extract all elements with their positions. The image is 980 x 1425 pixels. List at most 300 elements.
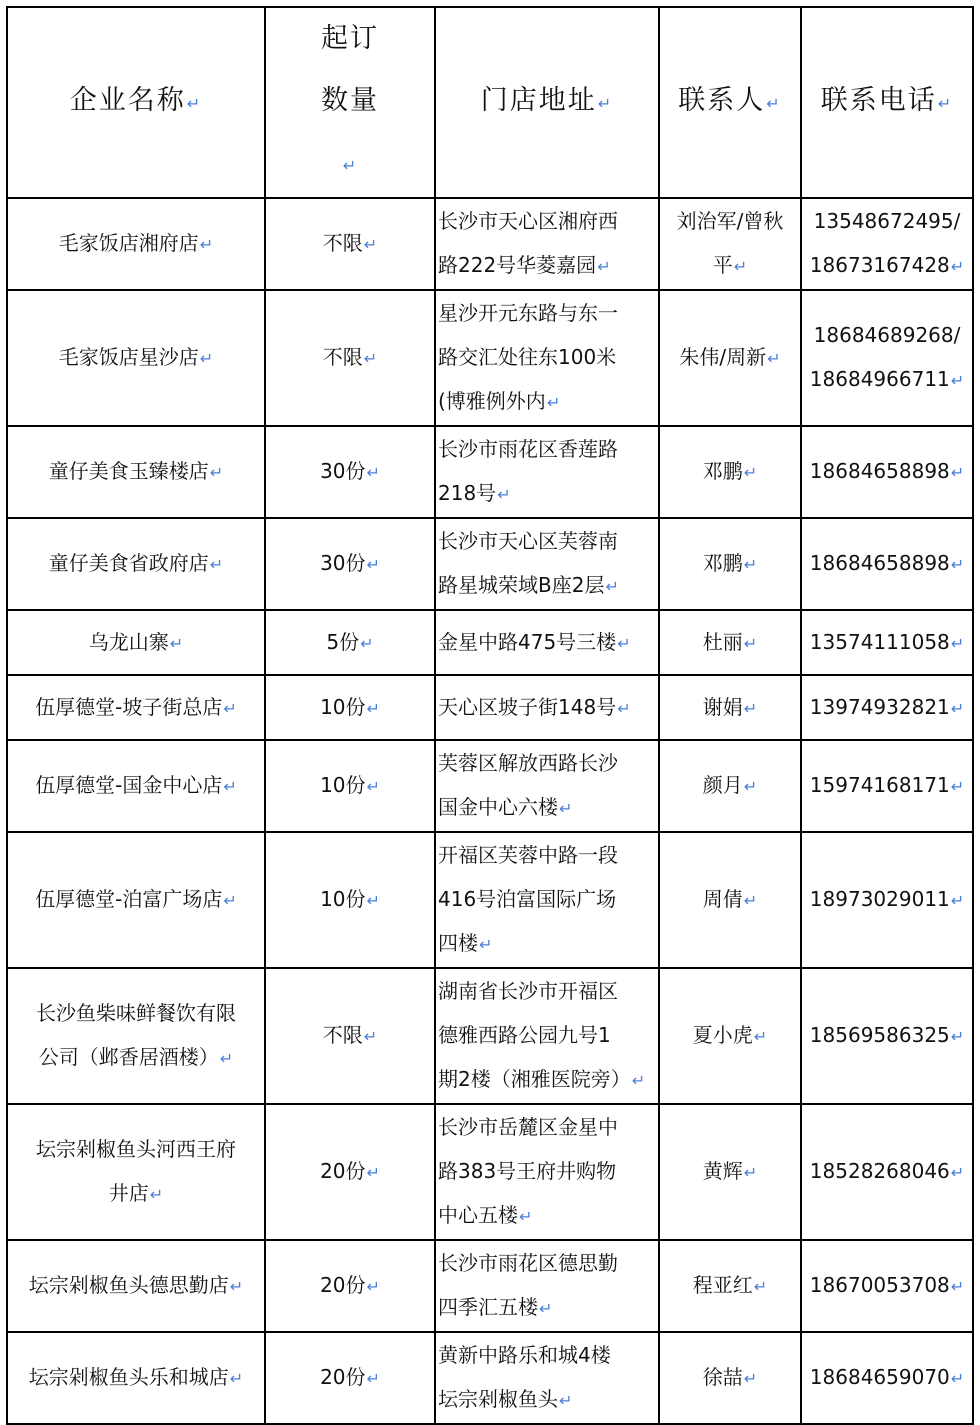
paragraph-mark-icon: ↵ [743, 633, 758, 653]
cell-contact [659, 1332, 801, 1424]
cell-phone [801, 740, 973, 832]
cell-name [7, 968, 265, 1104]
cell-address [435, 290, 659, 426]
cell-text: 伍厚德堂-国金中心店 [35, 773, 223, 797]
table-row [7, 1104, 973, 1240]
cell-line [438, 1333, 656, 1377]
cell-text: 湖南省长沙市开福区 [438, 979, 618, 1003]
cell-line [804, 357, 970, 403]
cell-contact [659, 610, 801, 675]
cell-line [10, 221, 262, 267]
cell-contact [659, 1240, 801, 1332]
cell-text: 联系人 [678, 85, 766, 116]
cell-text: 周倩 [702, 887, 743, 911]
paragraph-mark-icon: ↵ [937, 94, 954, 113]
cell-line [438, 785, 656, 831]
cell-line [10, 449, 262, 495]
table-row [7, 832, 973, 968]
cell-line [438, 969, 656, 1013]
cell-line [438, 1105, 656, 1149]
header-row [7, 7, 973, 198]
paragraph-mark-icon: ↵ [209, 555, 224, 574]
cell-text: 天心区坡子街148号 [438, 694, 617, 719]
cell-line [662, 1263, 798, 1309]
paragraph-mark-icon: ↵ [605, 577, 619, 596]
cell-line [268, 1013, 432, 1059]
cell-qty [265, 518, 435, 610]
cell-text: 星沙开元东路与东一 [438, 301, 618, 325]
cell-line [438, 471, 656, 517]
cell-line [10, 1263, 262, 1309]
cell-address [435, 675, 659, 740]
cell-line [268, 1355, 432, 1401]
paragraph-mark-icon: ↵ [753, 1277, 768, 1296]
paragraph-mark-icon: ↵ [950, 1277, 965, 1296]
paragraph-mark-icon: ↵ [366, 555, 380, 574]
cell-text: 路星城荣域B座2层 [438, 573, 605, 597]
cell-text: 坛宗剁椒鱼头德思勤店 [28, 1273, 229, 1297]
cell-text: 国金中心六楼 [438, 795, 558, 819]
paragraph-mark-icon: ↵ [186, 94, 203, 113]
restaurant-table [6, 6, 974, 1425]
cell-text: 黄辉 [702, 1159, 743, 1183]
cell-phone [801, 1104, 973, 1240]
cell-line [268, 877, 432, 923]
cell-line [10, 1127, 262, 1171]
cell-text: 乌龙山寨 [88, 629, 169, 654]
cell-line [662, 877, 798, 923]
cell-text: 芙蓉区解放西路长沙 [438, 751, 618, 775]
cell-phone [801, 1332, 973, 1424]
cell-line [804, 313, 970, 357]
paragraph-mark-icon: ↵ [733, 257, 748, 276]
cell-qty [265, 198, 435, 290]
cell-text: 德雅西路公园九号1 [438, 1023, 611, 1047]
cell-text: 18670053708 [809, 1273, 950, 1297]
cell-text: 长沙市雨花区德思勤 [438, 1251, 618, 1275]
cell-text: 不限 [322, 1023, 363, 1047]
cell-qty [265, 426, 435, 518]
cell-line [662, 763, 798, 809]
cell-address [435, 198, 659, 290]
cell-text: 不限 [322, 231, 363, 255]
cell-text: 10份 [320, 694, 366, 719]
paragraph-mark-icon: ↵ [360, 633, 374, 653]
cell-text: 公司（邺香居酒楼） [38, 1045, 219, 1069]
cell-contact [659, 426, 801, 518]
cell-address [435, 610, 659, 675]
cell-line [10, 1171, 262, 1217]
cell-line [268, 8, 432, 70]
cell-line [438, 685, 656, 731]
paragraph-mark-icon: ↵ [950, 777, 965, 796]
paragraph-mark-icon: ↵ [743, 463, 758, 482]
paragraph-mark-icon: ↵ [223, 698, 237, 718]
paragraph-mark-icon: ↵ [366, 698, 380, 718]
cell-name [7, 1332, 265, 1424]
cell-line [662, 541, 798, 587]
cell-address [435, 740, 659, 832]
cell-text: 坛宗剁椒鱼头 [438, 1387, 558, 1411]
cell-text: 程亚红 [692, 1273, 753, 1297]
paragraph-mark-icon: ↵ [363, 235, 378, 254]
cell-line [438, 1285, 656, 1331]
cell-line [804, 620, 970, 666]
cell-text: 伍厚德堂-泊富广场店 [35, 887, 223, 911]
cell-text: 路222号华菱嘉园 [438, 253, 597, 277]
cell-line [438, 620, 656, 666]
cell-line [662, 199, 798, 243]
table-row [7, 290, 973, 426]
cell-text: 开福区芙蓉中路一段 [438, 843, 618, 867]
cell-line [438, 70, 656, 135]
paragraph-mark-icon: ↵ [743, 698, 758, 718]
cell-line [804, 199, 970, 243]
cell-text: 谢娟 [702, 694, 743, 719]
cell-name [7, 426, 265, 518]
cell-line [804, 70, 970, 135]
cell-line [438, 379, 656, 425]
cell-text: 长沙市天心区湘府西 [438, 209, 618, 233]
header-name [7, 7, 265, 198]
cell-line [804, 541, 970, 587]
cell-line [804, 1355, 970, 1401]
cell-line [438, 563, 656, 609]
cell-qty [265, 968, 435, 1104]
cell-line [804, 877, 970, 923]
header-qty [265, 7, 435, 198]
cell-text: 路交汇处往东100米 [438, 345, 617, 369]
paragraph-mark-icon: ↵ [617, 698, 631, 718]
cell-line [662, 335, 798, 381]
cell-text: (博雅例外内 [438, 389, 546, 413]
cell-text: 四楼 [438, 931, 478, 955]
cell-text: 18569586325 [809, 1023, 950, 1047]
cell-text: 长沙市岳麓区金星中 [438, 1115, 618, 1139]
paragraph-mark-icon: ↵ [223, 777, 237, 796]
table-row [7, 610, 973, 675]
cell-line [438, 1241, 656, 1285]
cell-line [438, 291, 656, 335]
paragraph-mark-icon: ↵ [229, 1369, 244, 1388]
cell-line [438, 877, 656, 921]
paragraph-mark-icon: ↵ [950, 633, 965, 653]
paragraph-mark-icon: ↵ [199, 349, 214, 368]
cell-text: 18528268046 [809, 1159, 950, 1183]
cell-qty [265, 675, 435, 740]
cell-text: 18673167428 [809, 253, 950, 277]
cell-phone [801, 968, 973, 1104]
cell-text: 30份 [320, 459, 366, 483]
table-row [7, 740, 973, 832]
paragraph-mark-icon: ↵ [366, 777, 380, 796]
paragraph-mark-icon: ↵ [366, 1277, 380, 1296]
cell-line [268, 1149, 432, 1195]
cell-text: 门店地址 [480, 85, 597, 116]
cell-line [662, 70, 798, 135]
paragraph-mark-icon: ↵ [366, 1163, 380, 1182]
cell-text: 13974932821 [809, 694, 950, 719]
cell-qty [265, 610, 435, 675]
cell-line [804, 1149, 970, 1195]
cell-line [438, 833, 656, 877]
cell-line [438, 1057, 656, 1103]
cell-line [804, 1263, 970, 1309]
cell-address [435, 426, 659, 518]
cell-text: 20份 [320, 1365, 366, 1389]
paragraph-mark-icon: ↵ [950, 1027, 965, 1046]
cell-line [438, 1377, 656, 1423]
cell-line [662, 449, 798, 495]
cell-text: 20份 [320, 1273, 366, 1297]
cell-text: 长沙市雨花区香莲路 [438, 437, 618, 461]
cell-line [662, 1013, 798, 1059]
paragraph-mark-icon: ↵ [559, 1391, 573, 1410]
paragraph-mark-icon: ↵ [363, 1027, 378, 1046]
cell-line [10, 70, 262, 135]
cell-text: 伍厚德堂-坡子街总店 [35, 694, 223, 719]
cell-name [7, 198, 265, 290]
cell-line [268, 70, 432, 132]
cell-text: 218号 [438, 481, 497, 505]
cell-text: 四季汇五楼 [438, 1295, 538, 1319]
paragraph-mark-icon: ↵ [743, 891, 758, 910]
cell-line [10, 1035, 262, 1081]
cell-qty [265, 832, 435, 968]
cell-line [268, 541, 432, 587]
cell-phone [801, 198, 973, 290]
paragraph-mark-icon: ↵ [767, 349, 781, 368]
cell-address [435, 1104, 659, 1240]
paragraph-mark-icon: ↵ [950, 891, 965, 910]
cell-line [438, 427, 656, 471]
cell-phone [801, 675, 973, 740]
paragraph-mark-icon: ↵ [366, 463, 380, 482]
paragraph-mark-icon: ↵ [223, 891, 237, 910]
cell-text: 杜丽 [702, 629, 743, 654]
cell-line [268, 620, 432, 666]
cell-line [268, 1263, 432, 1309]
cell-text: 15974168171 [809, 773, 950, 797]
cell-text: 颜月 [702, 773, 743, 797]
cell-text: 黄新中路乐和城4楼 [438, 1343, 611, 1367]
cell-line [438, 519, 656, 563]
cell-phone [801, 290, 973, 426]
table-row [7, 198, 973, 290]
cell-address [435, 1332, 659, 1424]
cell-name [7, 740, 265, 832]
cell-line [804, 685, 970, 731]
cell-line [438, 199, 656, 243]
cell-phone [801, 518, 973, 610]
cell-text: 30份 [320, 551, 366, 575]
paragraph-mark-icon: ↵ [366, 891, 380, 910]
cell-name [7, 1104, 265, 1240]
cell-text: 18684689268/ [813, 323, 961, 347]
paragraph-mark-icon: ↵ [617, 633, 631, 653]
cell-line [662, 1355, 798, 1401]
cell-text: 起订 [321, 23, 379, 54]
cell-qty [265, 1240, 435, 1332]
cell-text: 数量 [321, 85, 379, 116]
cell-contact [659, 290, 801, 426]
cell-name [7, 832, 265, 968]
paragraph-mark-icon: ↵ [950, 463, 965, 482]
paragraph-mark-icon: ↵ [479, 935, 493, 954]
paragraph-mark-icon: ↵ [199, 235, 214, 254]
cell-qty [265, 740, 435, 832]
cell-contact [659, 968, 801, 1104]
cell-line [268, 685, 432, 731]
paragraph-mark-icon: ↵ [743, 555, 758, 574]
paragraph-mark-icon: ↵ [743, 777, 758, 796]
cell-address [435, 1240, 659, 1332]
paragraph-mark-icon: ↵ [559, 799, 573, 818]
cell-line [268, 221, 432, 267]
paragraph-mark-icon: ↵ [743, 1369, 758, 1388]
cell-name [7, 290, 265, 426]
paragraph-mark-icon: ↵ [519, 1207, 533, 1226]
cell-text: 18684658898 [809, 551, 950, 575]
cell-phone [801, 1240, 973, 1332]
cell-line [10, 877, 262, 923]
cell-text: 长沙市天心区芙蓉南 [438, 529, 618, 553]
paragraph-mark-icon: ↵ [366, 1369, 380, 1388]
cell-text: 18684966711 [809, 367, 950, 391]
cell-text: 18973029011 [809, 887, 950, 911]
header-contact [659, 7, 801, 198]
cell-text: 20份 [320, 1159, 366, 1183]
cell-qty [265, 290, 435, 426]
cell-address [435, 968, 659, 1104]
cell-text: 坛宗剁椒鱼头河西王府 [36, 1137, 236, 1161]
paragraph-mark-icon: ↵ [209, 463, 224, 482]
header-phone [801, 7, 973, 198]
cell-text: 毛家饭店湘府店 [58, 231, 199, 255]
cell-line [10, 763, 262, 809]
table-row [7, 675, 973, 740]
paragraph-mark-icon: ↵ [229, 1277, 244, 1296]
cell-text: 期2楼（湘雅医院旁） [438, 1067, 631, 1091]
cell-text: 18684658898 [809, 459, 950, 483]
cell-line [438, 1013, 656, 1057]
paragraph-mark-icon: ↵ [363, 349, 378, 368]
paragraph-mark-icon: ↵ [219, 1049, 234, 1068]
paragraph-mark-icon: ↵ [169, 633, 184, 653]
paragraph-mark-icon: ↵ [950, 698, 965, 718]
cell-line [438, 741, 656, 785]
cell-text: 坛宗剁椒鱼头乐和城店 [28, 1365, 229, 1389]
paragraph-mark-icon: ↵ [950, 257, 965, 276]
cell-line [438, 243, 656, 289]
cell-phone [801, 610, 973, 675]
cell-text: 平 [712, 253, 733, 277]
cell-text: 18684659070 [809, 1365, 950, 1389]
cell-name [7, 518, 265, 610]
table-row [7, 968, 973, 1104]
cell-line [10, 685, 262, 731]
cell-phone [801, 426, 973, 518]
cell-line [268, 132, 432, 197]
cell-text: 井店 [108, 1181, 149, 1205]
cell-line [804, 1013, 970, 1059]
cell-text: 416号泊富国际广场 [438, 887, 617, 911]
cell-line [10, 335, 262, 381]
paragraph-mark-icon: ↵ [539, 1299, 553, 1318]
cell-text: 夏小虎 [692, 1023, 753, 1047]
cell-line [804, 243, 970, 289]
cell-text: 10份 [320, 887, 366, 911]
paragraph-mark-icon: ↵ [950, 371, 965, 390]
cell-line [10, 541, 262, 587]
cell-text: 朱伟/周新 [679, 345, 767, 369]
cell-text: 毛家饭店星沙店 [58, 345, 199, 369]
cell-name [7, 1240, 265, 1332]
cell-text: 金星中路475号三楼 [438, 629, 617, 654]
cell-text: 刘治军/曾秋 [676, 209, 784, 233]
cell-line [268, 335, 432, 381]
cell-contact [659, 198, 801, 290]
paragraph-mark-icon: ↵ [950, 1369, 965, 1388]
cell-text: 13574111058 [809, 629, 950, 654]
paragraph-mark-icon: ↵ [753, 1027, 768, 1046]
cell-line [438, 1193, 656, 1239]
cell-qty [265, 1104, 435, 1240]
cell-name [7, 675, 265, 740]
cell-line [10, 620, 262, 666]
cell-line [804, 763, 970, 809]
cell-line [438, 1149, 656, 1193]
cell-line [804, 449, 970, 495]
cell-line [438, 335, 656, 379]
cell-text: 徐喆 [702, 1365, 743, 1389]
cell-address [435, 832, 659, 968]
cell-line [662, 1149, 798, 1195]
paragraph-mark-icon: ↵ [950, 555, 965, 574]
cell-text: 13548672495/ [813, 209, 961, 233]
cell-text: 童仔美食省政府店 [48, 551, 209, 575]
cell-text: 10份 [320, 773, 366, 797]
cell-line [438, 921, 656, 967]
cell-contact [659, 1104, 801, 1240]
cell-line [662, 685, 798, 731]
paragraph-mark-icon: ↵ [497, 485, 511, 504]
cell-text: 中心五楼 [438, 1203, 518, 1227]
cell-text: 5份 [326, 629, 360, 654]
paragraph-mark-icon: ↵ [546, 393, 561, 412]
cell-line [662, 620, 798, 666]
paragraph-mark-icon: ↵ [597, 94, 614, 113]
table-row [7, 1240, 973, 1332]
cell-line [662, 243, 798, 289]
paragraph-mark-icon: ↵ [766, 94, 782, 113]
cell-line [10, 1355, 262, 1401]
cell-contact [659, 675, 801, 740]
cell-text: 长沙鱼柴味鲜餐饮有限 [36, 1001, 236, 1025]
cell-line [268, 763, 432, 809]
header-address [435, 7, 659, 198]
paragraph-mark-icon: ↵ [631, 1071, 646, 1090]
cell-text: 童仔美食玉臻楼店 [48, 459, 209, 483]
cell-qty [265, 1332, 435, 1424]
paragraph-mark-icon: ↵ [743, 1163, 758, 1182]
cell-text: 企业名称 [69, 85, 186, 116]
cell-contact [659, 832, 801, 968]
cell-address [435, 518, 659, 610]
cell-text: 不限 [322, 345, 363, 369]
cell-text: 路383号王府井购物 [438, 1159, 617, 1183]
cell-phone [801, 832, 973, 968]
